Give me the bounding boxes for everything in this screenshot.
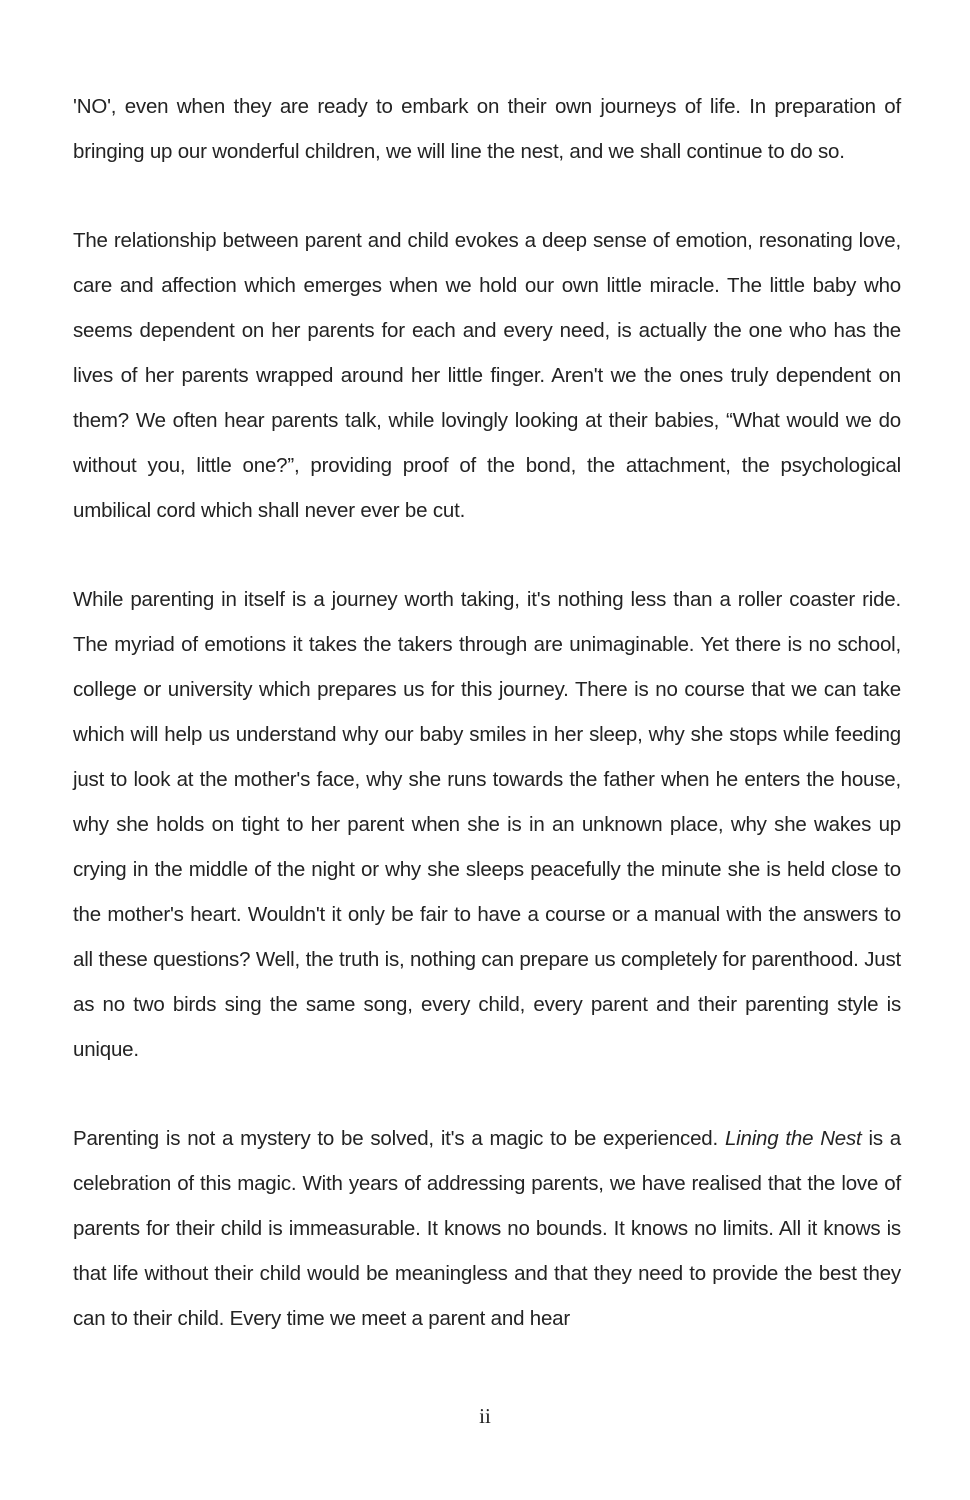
page-number: ii	[479, 1404, 491, 1428]
paragraph-3: While parenting in itself is a journey worth taking, it's nothing less than a roller coaster ride. The myriad of emotions it takes the takers through are unimaginable. Yet there is no school, college or university which prepares us for this journey. There is no course that we can take which will help us understand why our baby smiles in her sleep, why she stops while feeding just to look at the mother's face, why she runs towards the father when he enters the house, why she holds on tight to her parent when she is in an unknown place, why she wakes up crying in the middle of the night or why she sleeps peacefully the minute she is held close to the mother's heart. Wouldn't it only be fair to have a course or a manual with the answers to all these questions? Well, the truth is, nothing can prepare us completely for parenthood. Just as no two birds sing the same song, every child, every parent and their parenting style is unique.	[73, 588, 901, 1061]
paragraph-4	[73, 1116, 901, 1341]
book-title: Lining the Nest	[724, 1127, 862, 1150]
text-column	[73, 84, 901, 1341]
paragraph-1: 'NO', even when they are ready to embark on their own journeys of life. In preparation of bringing up our wonderful children, we will line the nest, and we shall continue to do so.	[73, 95, 901, 163]
paragraph-4-text-after: is a celebration of this magic. With years of addressing parents, we have realised that the love of parents for their child is immeasurable. It knows no bounds. It knows no limits. All it knows is that life without their child would be meaningless and that they need to provide the best they can to their child. Every time we meet a parent and hear	[73, 1127, 901, 1330]
paragraph-4-text-before: Parenting is not a mystery to be solved, it's a magic to be experienced.	[73, 1127, 725, 1150]
paragraph-2: The relationship between parent and child evokes a deep sense of emotion, resonating love, care and affection which emerges when we hold our own little miracle. The little baby who seems dependent on her parents for each and every need, is actually the one who has the lives of her parents wrapped around her little finger. Aren't we the ones truly dependent on them? We often hear parents talk, while lovingly looking at their babies, “What would we do without you, little one?”, providing proof of the bond, the attachment, the psychological umbilical cord which shall never ever be cut.	[73, 229, 901, 522]
